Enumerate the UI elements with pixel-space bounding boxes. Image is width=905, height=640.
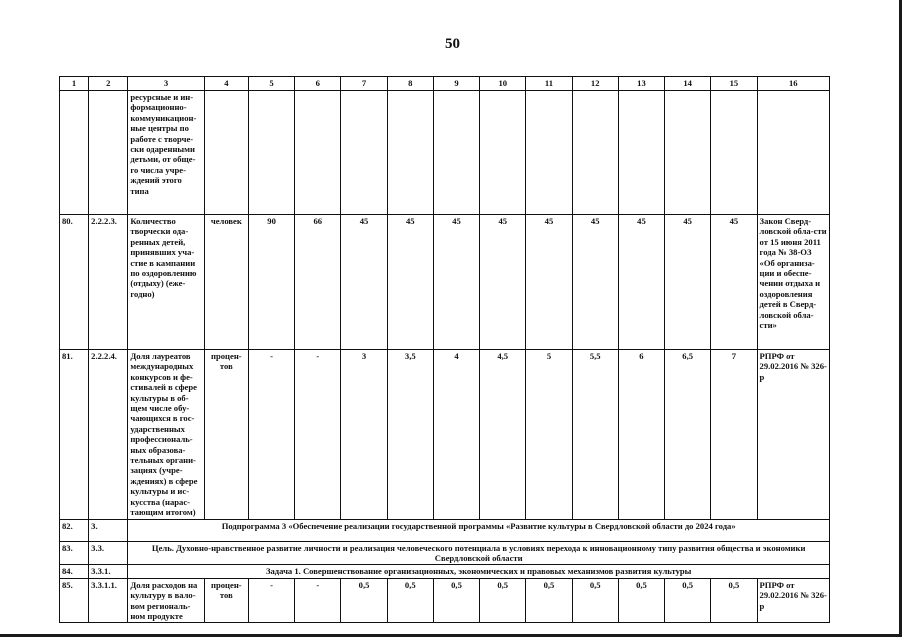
value-cell: 3,5: [387, 350, 433, 520]
row-code: 2.2.2.4.: [89, 350, 128, 520]
value-cell: 45: [526, 215, 572, 350]
value-cell: 0,5: [711, 578, 757, 623]
value-cell: 6,5: [665, 350, 711, 520]
value-cell: 45: [572, 215, 618, 350]
column-header: 7: [341, 77, 387, 91]
value-cell: 5: [526, 350, 572, 520]
value-cell: 0,5: [433, 578, 479, 623]
section-row: [60, 541, 830, 565]
column-header: 12: [572, 77, 618, 91]
source-cell: РПРФ от 29.02.2016 № 326-р: [757, 578, 829, 623]
value-cell: 45: [665, 215, 711, 350]
indicator-name: ресурсные и ин-формационно-коммуникацион-ные центры по работе с творче-ски одаренными детьми, от обще-го числа учре-ждений этого типа: [128, 91, 204, 215]
value-cell: 0,5: [341, 578, 387, 623]
column-header: 9: [433, 77, 479, 91]
source-cell: Закон Сверд-ловской обла-сти от 15 июня 2011 года № 38-ОЗ «Об организа-ции и обеспе-чении отдыха и оздоровления детей в Сверд-ловской обла-сти»: [757, 215, 829, 350]
source-cell: РПРФ от 29.02.2016 № 326-р: [757, 350, 829, 520]
value-cell: 0,5: [526, 578, 572, 623]
column-header: 11: [526, 77, 572, 91]
column-header: 3: [128, 77, 204, 91]
column-header: 13: [618, 77, 664, 91]
row-number: 84.: [60, 565, 89, 578]
subprogram-title: Подпрограмма 3 «Обеспечение реализации государственной программы «Развитие культуры в Свердловской области до 2024 года»: [128, 519, 830, 541]
column-header: 4: [204, 77, 248, 91]
page-number: 50: [445, 36, 460, 52]
table-row: [60, 350, 830, 520]
value-cell: 0,5: [618, 578, 664, 623]
indicator-name: Доля расходов на культуру в вало-вом региональ-ном продукте: [128, 578, 204, 623]
task-title: Задача 1. Совершенствование организационных, экономических и правовых механизмов развития культуры: [128, 565, 830, 578]
value-cell: -: [295, 578, 341, 623]
value-cell: 7: [711, 350, 757, 520]
value-cell: 45: [387, 215, 433, 350]
column-header: 6: [295, 77, 341, 91]
row-code: 3.: [89, 519, 128, 541]
column-header: 5: [248, 77, 294, 91]
value-cell: 45: [480, 215, 526, 350]
value-cell: 45: [433, 215, 479, 350]
column-header: 10: [480, 77, 526, 91]
row-code: 3.3.: [89, 541, 128, 565]
goal-title: Цель. Духовно-нравственное развитие личности и реализация человеческого потенциала в условиях перехода к инновационному типу развития общества и экономики Свердловской области: [128, 541, 830, 565]
value-cell: -: [248, 578, 294, 623]
section-row: [60, 565, 830, 578]
column-header: 1: [60, 77, 89, 91]
value-cell: 45: [341, 215, 387, 350]
value-cell: 66: [295, 215, 341, 350]
value-cell: 90: [248, 215, 294, 350]
value-cell: 0,5: [480, 578, 526, 623]
value-cell: 6: [618, 350, 664, 520]
value-cell: 0,5: [387, 578, 433, 623]
row-code: 2.2.2.3.: [89, 215, 128, 350]
unit-cell: человек: [204, 215, 248, 350]
row-number: 81.: [60, 350, 89, 520]
column-header: 16: [757, 77, 829, 91]
table-row: [60, 578, 830, 623]
column-header: 8: [387, 77, 433, 91]
column-header: 2: [89, 77, 128, 91]
value-cell: 4,5: [480, 350, 526, 520]
column-header: 14: [665, 77, 711, 91]
indicator-name: Количество творчески ода-ренных детей, принявших уча-стие в кампании по оздоровлению (отдыху) (еже-годно): [128, 215, 204, 350]
table-row: [60, 215, 830, 350]
table-row-continuation: [60, 91, 830, 215]
row-code: 3.3.1.: [89, 565, 128, 578]
indicators-table: [59, 76, 830, 623]
row-number: 85.: [60, 578, 89, 623]
value-cell: 0,5: [665, 578, 711, 623]
section-row: [60, 519, 830, 541]
unit-cell: процен-тов: [204, 578, 248, 623]
unit-cell: процен-тов: [204, 350, 248, 520]
row-number: 80.: [60, 215, 89, 350]
row-number: 82.: [60, 519, 89, 541]
value-cell: -: [248, 350, 294, 520]
value-cell: 4: [433, 350, 479, 520]
column-header: 15: [711, 77, 757, 91]
value-cell: -: [295, 350, 341, 520]
row-code: 3.3.1.1.: [89, 578, 128, 623]
column-header-row: [60, 77, 830, 91]
indicator-name: Доля лауреатов международных конкурсов и фе-стивалей в сфере культуры в об-щем числе обу-чающихся в гос-ударственных профессиональ-ных образова-тельных органи-зациях (учре-ждениях) в сфере культуры и ис-кусства (нарас-тающим итогом): [128, 350, 204, 520]
value-cell: 45: [618, 215, 664, 350]
value-cell: 3: [341, 350, 387, 520]
row-number: 83.: [60, 541, 89, 565]
value-cell: 0,5: [572, 578, 618, 623]
value-cell: 45: [711, 215, 757, 350]
value-cell: 5,5: [572, 350, 618, 520]
